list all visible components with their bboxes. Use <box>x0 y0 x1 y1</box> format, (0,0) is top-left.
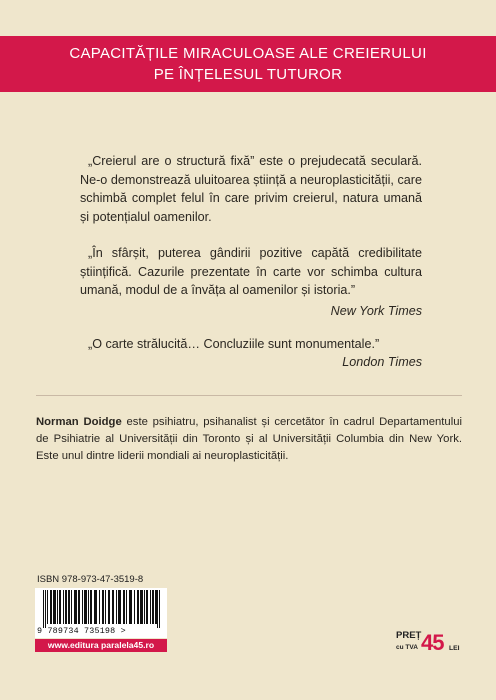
banner-line-1: CAPACITĂȚILE MIRACULOASE ALE CREIERULUI <box>69 45 427 62</box>
barcode-bar <box>105 590 106 624</box>
website-url: www.editura paralela45.ro <box>47 640 155 650</box>
barcode-bar <box>155 590 157 624</box>
divider <box>36 395 462 396</box>
barcode-bar <box>82 590 83 624</box>
quote-2 <box>80 335 422 354</box>
intro-paragraph <box>80 152 422 226</box>
barcode-bar <box>90 590 92 624</box>
barcode-bar <box>112 590 114 624</box>
quote-1-source: New York Times <box>330 304 422 318</box>
barcode-guard-bar <box>43 590 44 628</box>
barcode-bar <box>134 590 135 624</box>
barcode-bar <box>94 590 97 624</box>
barcode-bar <box>140 590 143 624</box>
price-vat-label: cu TVA <box>396 644 418 651</box>
barcode-bar <box>65 590 67 624</box>
barcode-bar <box>88 590 89 624</box>
barcode-bars <box>35 588 167 628</box>
barcode <box>35 588 167 638</box>
barcode-bar <box>74 590 77 624</box>
price-currency: LEI <box>449 645 460 652</box>
barcode-bar <box>53 590 56 624</box>
barcode-bar <box>146 590 148 624</box>
barcode-bar <box>63 590 64 624</box>
barcode-bar <box>118 590 121 624</box>
quote-2-source: London Times <box>342 355 422 369</box>
author-name: Norman Doidge <box>36 416 122 428</box>
barcode-digits: 9 789734 735198 > <box>37 626 126 636</box>
barcode-guard-bar <box>159 590 160 628</box>
barcode-bar <box>71 590 72 624</box>
price-tag <box>396 628 462 660</box>
author-bio <box>36 414 462 465</box>
quote-2-text: „O carte strălucită… Concluziile sunt monumentale.” <box>88 337 380 351</box>
barcode-bar <box>137 590 139 624</box>
barcode-bar <box>84 590 87 624</box>
isbn-label: ISBN 978-973-47-3519-8 <box>37 574 144 585</box>
barcode-bar <box>152 590 154 624</box>
banner-line-2: PE ÎNȚELESUL TUTUROR <box>153 66 343 83</box>
barcode-bar <box>126 590 127 624</box>
website-bar <box>35 639 167 652</box>
barcode-guard-bar <box>157 590 158 628</box>
barcode-bar <box>68 590 70 624</box>
barcode-bar <box>50 590 52 624</box>
price-amount: 45 <box>421 630 444 655</box>
barcode-bar <box>129 590 132 624</box>
barcode-bar <box>116 590 117 624</box>
barcode-bar <box>57 590 58 624</box>
barcode-bar <box>123 590 125 624</box>
title-banner <box>0 36 496 92</box>
barcode-bar <box>78 590 80 624</box>
barcode-bar <box>99 590 100 624</box>
author-bio-text: este psihiatru, psihanalist și cercetător în cadrul Departamentului de Psihiatrie al Universității din Toronto și al Universității Columbia din New York. Este unul dintre liderii mondiali ai neuroplasticității. <box>36 416 462 462</box>
barcode-bar <box>108 590 110 624</box>
quote-1-text: „În sfârșit, puterea gândirii pozitive capătă credibilitate științifică. Cazurile prezentate în carte vor schimba cultura umană, modul de a învăța al oamenilor și istoria.” <box>80 246 422 297</box>
price-label: PREȚ <box>396 630 422 641</box>
barcode-bar <box>144 590 145 624</box>
barcode-guard-bar <box>45 590 46 628</box>
quote-1 <box>80 244 422 300</box>
barcode-bar <box>59 590 61 624</box>
intro-text: „Creierul are o structură fixă” este o prejudecată seculară. Ne-o demonstrează uluitoarea știință a neuroplasticității, care schimbă complet felul în care privim creierul, natura umană și potențialul oamenilor. <box>80 154 422 224</box>
barcode-bar <box>102 590 104 624</box>
barcode-bar <box>47 590 48 624</box>
barcode-bar <box>150 590 151 624</box>
